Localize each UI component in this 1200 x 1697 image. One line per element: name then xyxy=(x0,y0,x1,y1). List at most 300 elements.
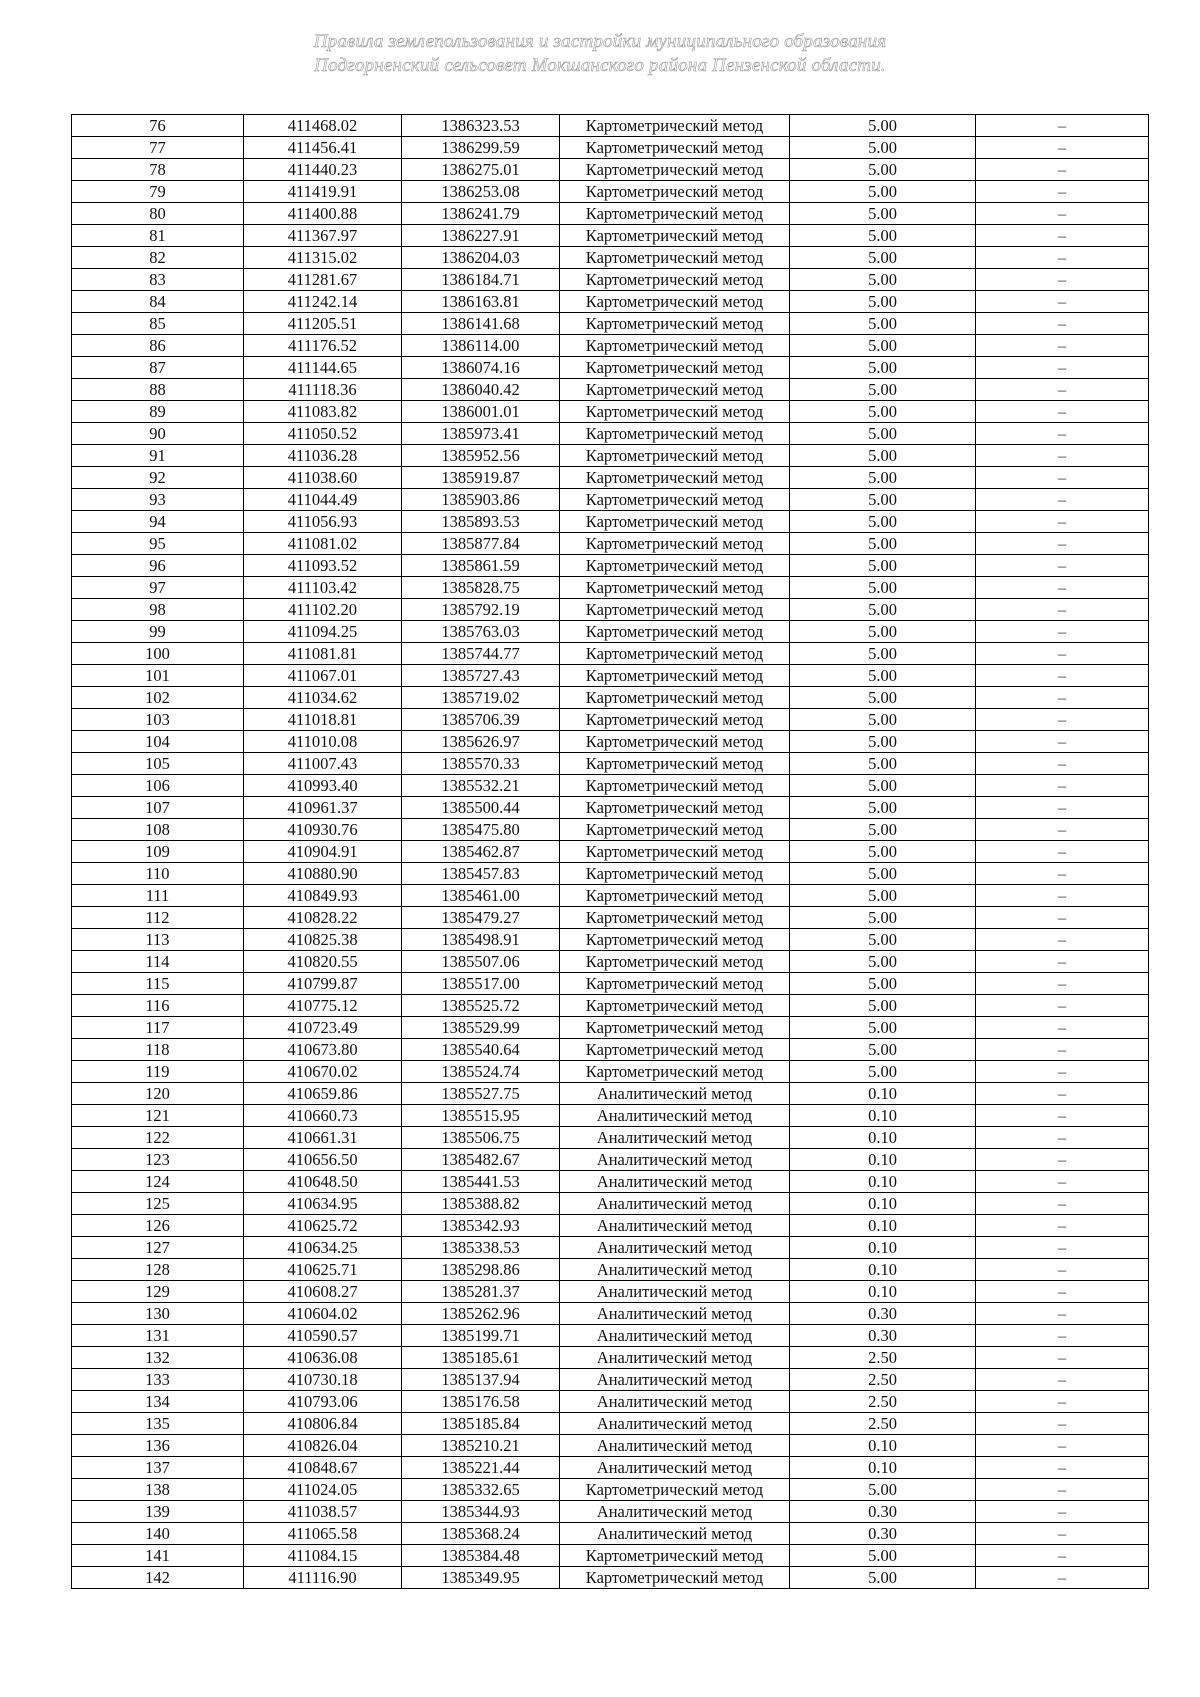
accuracy-cell: 0.10 xyxy=(790,1435,976,1457)
x-coordinate-cell: 411050.52 xyxy=(244,423,402,445)
description-cell: – xyxy=(976,313,1149,335)
x-coordinate-cell: 411456.41 xyxy=(244,137,402,159)
table-row xyxy=(72,973,1149,995)
coordinates-table-body xyxy=(72,115,1149,1589)
point-number-cell: 119 xyxy=(72,1061,244,1083)
description-cell: – xyxy=(976,1303,1149,1325)
x-coordinate-cell: 411440.23 xyxy=(244,159,402,181)
point-number-cell: 106 xyxy=(72,775,244,797)
accuracy-cell: 5.00 xyxy=(790,379,976,401)
accuracy-cell: 2.50 xyxy=(790,1413,976,1435)
description-cell: – xyxy=(976,401,1149,423)
description-cell: – xyxy=(976,599,1149,621)
method-cell: Картометрический метод xyxy=(560,269,790,291)
description-cell: – xyxy=(976,863,1149,885)
x-coordinate-cell: 411084.15 xyxy=(244,1545,402,1567)
description-cell: – xyxy=(976,819,1149,841)
x-coordinate-cell: 411018.81 xyxy=(244,709,402,731)
x-coordinate-cell: 410825.38 xyxy=(244,929,402,951)
accuracy-cell: 5.00 xyxy=(790,1545,976,1567)
description-cell: – xyxy=(976,1237,1149,1259)
accuracy-cell: 5.00 xyxy=(790,753,976,775)
x-coordinate-cell: 411242.14 xyxy=(244,291,402,313)
method-cell: Картометрический метод xyxy=(560,159,790,181)
point-number-cell: 126 xyxy=(72,1215,244,1237)
y-coordinate-cell: 1385344.93 xyxy=(402,1501,560,1523)
point-number-cell: 85 xyxy=(72,313,244,335)
point-number-cell: 109 xyxy=(72,841,244,863)
y-coordinate-cell: 1385500.44 xyxy=(402,797,560,819)
y-coordinate-cell: 1385570.33 xyxy=(402,753,560,775)
table-row xyxy=(72,1237,1149,1259)
accuracy-cell: 5.00 xyxy=(790,555,976,577)
description-cell: – xyxy=(976,907,1149,929)
table-row xyxy=(72,775,1149,797)
y-coordinate-cell: 1385137.94 xyxy=(402,1369,560,1391)
x-coordinate-cell: 410880.90 xyxy=(244,863,402,885)
y-coordinate-cell: 1385626.97 xyxy=(402,731,560,753)
method-cell: Аналитический метод xyxy=(560,1413,790,1435)
method-cell: Картометрический метод xyxy=(560,1567,790,1589)
description-cell: – xyxy=(976,225,1149,247)
method-cell: Картометрический метод xyxy=(560,533,790,555)
y-coordinate-cell: 1385176.58 xyxy=(402,1391,560,1413)
accuracy-cell: 5.00 xyxy=(790,775,976,797)
table-row xyxy=(72,159,1149,181)
x-coordinate-cell: 411367.97 xyxy=(244,225,402,247)
x-coordinate-cell: 410634.25 xyxy=(244,1237,402,1259)
method-cell: Аналитический метод xyxy=(560,1237,790,1259)
method-cell: Аналитический метод xyxy=(560,1127,790,1149)
table-row xyxy=(72,445,1149,467)
method-cell: Картометрический метод xyxy=(560,621,790,643)
x-coordinate-cell: 411118.36 xyxy=(244,379,402,401)
method-cell: Картометрический метод xyxy=(560,775,790,797)
x-coordinate-cell: 410961.37 xyxy=(244,797,402,819)
method-cell: Аналитический метод xyxy=(560,1281,790,1303)
document-header xyxy=(0,30,1200,78)
method-cell: Картометрический метод xyxy=(560,995,790,1017)
description-cell: – xyxy=(976,291,1149,313)
description-cell: – xyxy=(976,885,1149,907)
point-number-cell: 91 xyxy=(72,445,244,467)
description-cell: – xyxy=(976,1171,1149,1193)
point-number-cell: 104 xyxy=(72,731,244,753)
table-row xyxy=(72,863,1149,885)
description-cell: – xyxy=(976,335,1149,357)
method-cell: Картометрический метод xyxy=(560,137,790,159)
accuracy-cell: 5.00 xyxy=(790,115,976,137)
table-row xyxy=(72,753,1149,775)
table-row xyxy=(72,203,1149,225)
table-row xyxy=(72,357,1149,379)
point-number-cell: 84 xyxy=(72,291,244,313)
method-cell: Аналитический метод xyxy=(560,1523,790,1545)
description-cell: – xyxy=(976,445,1149,467)
point-number-cell: 128 xyxy=(72,1259,244,1281)
y-coordinate-cell: 1385338.53 xyxy=(402,1237,560,1259)
method-cell: Картометрический метод xyxy=(560,863,790,885)
method-cell: Картометрический метод xyxy=(560,401,790,423)
method-cell: Картометрический метод xyxy=(560,885,790,907)
accuracy-cell: 0.30 xyxy=(790,1325,976,1347)
table-row xyxy=(72,1281,1149,1303)
table-row xyxy=(72,841,1149,863)
point-number-cell: 97 xyxy=(72,577,244,599)
method-cell: Картометрический метод xyxy=(560,929,790,951)
point-number-cell: 108 xyxy=(72,819,244,841)
accuracy-cell: 5.00 xyxy=(790,181,976,203)
method-cell: Картометрический метод xyxy=(560,555,790,577)
y-coordinate-cell: 1386040.42 xyxy=(402,379,560,401)
description-cell: – xyxy=(976,379,1149,401)
description-cell: – xyxy=(976,775,1149,797)
y-coordinate-cell: 1385210.21 xyxy=(402,1435,560,1457)
method-cell: Картометрический метод xyxy=(560,335,790,357)
point-number-cell: 129 xyxy=(72,1281,244,1303)
y-coordinate-cell: 1385221.44 xyxy=(402,1457,560,1479)
method-cell: Картометрический метод xyxy=(560,1061,790,1083)
accuracy-cell: 5.00 xyxy=(790,1017,976,1039)
description-cell: – xyxy=(976,357,1149,379)
accuracy-cell: 5.00 xyxy=(790,687,976,709)
table-row xyxy=(72,731,1149,753)
y-coordinate-cell: 1385368.24 xyxy=(402,1523,560,1545)
point-number-cell: 127 xyxy=(72,1237,244,1259)
accuracy-cell: 0.10 xyxy=(790,1237,976,1259)
table-row xyxy=(72,687,1149,709)
table-row xyxy=(72,1259,1149,1281)
table-row xyxy=(72,995,1149,1017)
y-coordinate-cell: 1385763.03 xyxy=(402,621,560,643)
x-coordinate-cell: 410775.12 xyxy=(244,995,402,1017)
y-coordinate-cell: 1385441.53 xyxy=(402,1171,560,1193)
point-number-cell: 100 xyxy=(72,643,244,665)
y-coordinate-cell: 1385877.84 xyxy=(402,533,560,555)
point-number-cell: 139 xyxy=(72,1501,244,1523)
x-coordinate-cell: 410826.04 xyxy=(244,1435,402,1457)
y-coordinate-cell: 1385475.80 xyxy=(402,819,560,841)
table-row xyxy=(72,643,1149,665)
method-cell: Аналитический метод xyxy=(560,1325,790,1347)
x-coordinate-cell: 410660.73 xyxy=(244,1105,402,1127)
table-row xyxy=(72,511,1149,533)
x-coordinate-cell: 410828.22 xyxy=(244,907,402,929)
method-cell: Аналитический метод xyxy=(560,1215,790,1237)
y-coordinate-cell: 1385185.61 xyxy=(402,1347,560,1369)
method-cell: Картометрический метод xyxy=(560,511,790,533)
description-cell: – xyxy=(976,511,1149,533)
accuracy-cell: 2.50 xyxy=(790,1369,976,1391)
accuracy-cell: 5.00 xyxy=(790,929,976,951)
y-coordinate-cell: 1385342.93 xyxy=(402,1215,560,1237)
x-coordinate-cell: 411034.62 xyxy=(244,687,402,709)
point-number-cell: 141 xyxy=(72,1545,244,1567)
table-row xyxy=(72,709,1149,731)
point-number-cell: 78 xyxy=(72,159,244,181)
y-coordinate-cell: 1385479.27 xyxy=(402,907,560,929)
accuracy-cell: 5.00 xyxy=(790,489,976,511)
point-number-cell: 107 xyxy=(72,797,244,819)
y-coordinate-cell: 1386074.16 xyxy=(402,357,560,379)
point-number-cell: 125 xyxy=(72,1193,244,1215)
point-number-cell: 140 xyxy=(72,1523,244,1545)
method-cell: Картометрический метод xyxy=(560,467,790,489)
x-coordinate-cell: 411093.52 xyxy=(244,555,402,577)
x-coordinate-cell: 410661.31 xyxy=(244,1127,402,1149)
method-cell: Картометрический метод xyxy=(560,115,790,137)
description-cell: – xyxy=(976,1369,1149,1391)
x-coordinate-cell: 410636.08 xyxy=(244,1347,402,1369)
point-number-cell: 99 xyxy=(72,621,244,643)
description-cell: – xyxy=(976,1523,1149,1545)
table-row xyxy=(72,929,1149,951)
description-cell: – xyxy=(976,555,1149,577)
accuracy-cell: 5.00 xyxy=(790,1567,976,1589)
x-coordinate-cell: 411094.25 xyxy=(244,621,402,643)
y-coordinate-cell: 1385903.86 xyxy=(402,489,560,511)
point-number-cell: 83 xyxy=(72,269,244,291)
x-coordinate-cell: 411103.42 xyxy=(244,577,402,599)
table-row xyxy=(72,951,1149,973)
table-row xyxy=(72,225,1149,247)
x-coordinate-cell: 411205.51 xyxy=(244,313,402,335)
accuracy-cell: 5.00 xyxy=(790,797,976,819)
x-coordinate-cell: 411056.93 xyxy=(244,511,402,533)
description-cell: – xyxy=(976,951,1149,973)
description-cell: – xyxy=(976,687,1149,709)
point-number-cell: 89 xyxy=(72,401,244,423)
x-coordinate-cell: 410848.67 xyxy=(244,1457,402,1479)
table-row xyxy=(72,1545,1149,1567)
point-number-cell: 86 xyxy=(72,335,244,357)
method-cell: Картометрический метод xyxy=(560,379,790,401)
accuracy-cell: 5.00 xyxy=(790,269,976,291)
y-coordinate-cell: 1386163.81 xyxy=(402,291,560,313)
table-row xyxy=(72,577,1149,599)
accuracy-cell: 5.00 xyxy=(790,841,976,863)
point-number-cell: 77 xyxy=(72,137,244,159)
y-coordinate-cell: 1385861.59 xyxy=(402,555,560,577)
x-coordinate-cell: 411419.91 xyxy=(244,181,402,203)
accuracy-cell: 0.10 xyxy=(790,1105,976,1127)
method-cell: Картометрический метод xyxy=(560,753,790,775)
y-coordinate-cell: 1385529.99 xyxy=(402,1017,560,1039)
y-coordinate-cell: 1385482.67 xyxy=(402,1149,560,1171)
table-row xyxy=(72,313,1149,335)
y-coordinate-cell: 1385332.65 xyxy=(402,1479,560,1501)
description-cell: – xyxy=(976,621,1149,643)
y-coordinate-cell: 1385517.00 xyxy=(402,973,560,995)
description-cell: – xyxy=(976,489,1149,511)
x-coordinate-cell: 410590.57 xyxy=(244,1325,402,1347)
x-coordinate-cell: 411144.65 xyxy=(244,357,402,379)
table-row xyxy=(72,599,1149,621)
description-cell: – xyxy=(976,1435,1149,1457)
accuracy-cell: 5.00 xyxy=(790,709,976,731)
header-line-1: Правила землепользования и застройки муниципального образования xyxy=(313,31,887,52)
x-coordinate-cell: 411038.57 xyxy=(244,1501,402,1523)
accuracy-cell: 5.00 xyxy=(790,225,976,247)
point-number-cell: 82 xyxy=(72,247,244,269)
method-cell: Картометрический метод xyxy=(560,1479,790,1501)
description-cell: – xyxy=(976,467,1149,489)
table-row xyxy=(72,1347,1149,1369)
point-number-cell: 90 xyxy=(72,423,244,445)
point-number-cell: 80 xyxy=(72,203,244,225)
accuracy-cell: 5.00 xyxy=(790,357,976,379)
y-coordinate-cell: 1385744.77 xyxy=(402,643,560,665)
y-coordinate-cell: 1385706.39 xyxy=(402,709,560,731)
accuracy-cell: 0.10 xyxy=(790,1127,976,1149)
description-cell: – xyxy=(976,533,1149,555)
y-coordinate-cell: 1386299.59 xyxy=(402,137,560,159)
table-row xyxy=(72,1501,1149,1523)
accuracy-cell: 5.00 xyxy=(790,665,976,687)
x-coordinate-cell: 410993.40 xyxy=(244,775,402,797)
x-coordinate-cell: 411067.01 xyxy=(244,665,402,687)
method-cell: Картометрический метод xyxy=(560,797,790,819)
description-cell: – xyxy=(976,1193,1149,1215)
description-cell: – xyxy=(976,1479,1149,1501)
y-coordinate-cell: 1386241.79 xyxy=(402,203,560,225)
x-coordinate-cell: 410634.95 xyxy=(244,1193,402,1215)
description-cell: – xyxy=(976,995,1149,1017)
y-coordinate-cell: 1385384.48 xyxy=(402,1545,560,1567)
x-coordinate-cell: 410673.80 xyxy=(244,1039,402,1061)
description-cell: – xyxy=(976,841,1149,863)
description-cell: – xyxy=(976,1501,1149,1523)
y-coordinate-cell: 1385507.06 xyxy=(402,951,560,973)
table-row xyxy=(72,1171,1149,1193)
accuracy-cell: 5.00 xyxy=(790,1479,976,1501)
x-coordinate-cell: 411007.43 xyxy=(244,753,402,775)
method-cell: Аналитический метод xyxy=(560,1347,790,1369)
point-number-cell: 131 xyxy=(72,1325,244,1347)
x-coordinate-cell: 411038.60 xyxy=(244,467,402,489)
method-cell: Картометрический метод xyxy=(560,313,790,335)
description-cell: – xyxy=(976,423,1149,445)
y-coordinate-cell: 1385919.87 xyxy=(402,467,560,489)
method-cell: Картометрический метод xyxy=(560,819,790,841)
description-cell: – xyxy=(976,1259,1149,1281)
x-coordinate-cell: 410730.18 xyxy=(244,1369,402,1391)
description-cell: – xyxy=(976,247,1149,269)
description-cell: – xyxy=(976,1105,1149,1127)
method-cell: Картометрический метод xyxy=(560,599,790,621)
x-coordinate-cell: 410904.91 xyxy=(244,841,402,863)
y-coordinate-cell: 1386227.91 xyxy=(402,225,560,247)
accuracy-cell: 0.10 xyxy=(790,1193,976,1215)
method-cell: Картометрический метод xyxy=(560,907,790,929)
accuracy-cell: 2.50 xyxy=(790,1391,976,1413)
description-cell: – xyxy=(976,753,1149,775)
method-cell: Аналитический метод xyxy=(560,1259,790,1281)
point-number-cell: 121 xyxy=(72,1105,244,1127)
y-coordinate-cell: 1385388.82 xyxy=(402,1193,560,1215)
y-coordinate-cell: 1385524.74 xyxy=(402,1061,560,1083)
y-coordinate-cell: 1385828.75 xyxy=(402,577,560,599)
x-coordinate-cell: 411116.90 xyxy=(244,1567,402,1589)
point-number-cell: 112 xyxy=(72,907,244,929)
accuracy-cell: 5.00 xyxy=(790,533,976,555)
point-number-cell: 101 xyxy=(72,665,244,687)
table-row xyxy=(72,467,1149,489)
y-coordinate-cell: 1385506.75 xyxy=(402,1127,560,1149)
x-coordinate-cell: 410659.86 xyxy=(244,1083,402,1105)
point-number-cell: 102 xyxy=(72,687,244,709)
table-row xyxy=(72,269,1149,291)
point-number-cell: 133 xyxy=(72,1369,244,1391)
accuracy-cell: 5.00 xyxy=(790,313,976,335)
method-cell: Картометрический метод xyxy=(560,445,790,467)
point-number-cell: 137 xyxy=(72,1457,244,1479)
point-number-cell: 113 xyxy=(72,929,244,951)
point-number-cell: 94 xyxy=(72,511,244,533)
y-coordinate-cell: 1386114.00 xyxy=(402,335,560,357)
description-cell: – xyxy=(976,181,1149,203)
accuracy-cell: 5.00 xyxy=(790,137,976,159)
point-number-cell: 114 xyxy=(72,951,244,973)
accuracy-cell: 5.00 xyxy=(790,335,976,357)
x-coordinate-cell: 410604.02 xyxy=(244,1303,402,1325)
description-cell: – xyxy=(976,1567,1149,1589)
point-number-cell: 116 xyxy=(72,995,244,1017)
accuracy-cell: 5.00 xyxy=(790,445,976,467)
y-coordinate-cell: 1386204.03 xyxy=(402,247,560,269)
description-cell: – xyxy=(976,643,1149,665)
x-coordinate-cell: 410793.06 xyxy=(244,1391,402,1413)
description-cell: – xyxy=(976,929,1149,951)
method-cell: Аналитический метод xyxy=(560,1171,790,1193)
y-coordinate-cell: 1386141.68 xyxy=(402,313,560,335)
table-row xyxy=(72,1325,1149,1347)
table-row xyxy=(72,1149,1149,1171)
point-number-cell: 96 xyxy=(72,555,244,577)
description-cell: – xyxy=(976,1215,1149,1237)
table-row xyxy=(72,907,1149,929)
method-cell: Картометрический метод xyxy=(560,1545,790,1567)
table-row xyxy=(72,181,1149,203)
point-number-cell: 132 xyxy=(72,1347,244,1369)
y-coordinate-cell: 1386275.01 xyxy=(402,159,560,181)
table-row xyxy=(72,1413,1149,1435)
description-cell: – xyxy=(976,1127,1149,1149)
y-coordinate-cell: 1385498.91 xyxy=(402,929,560,951)
accuracy-cell: 5.00 xyxy=(790,1039,976,1061)
description-cell: – xyxy=(976,159,1149,181)
accuracy-cell: 5.00 xyxy=(790,247,976,269)
table-row xyxy=(72,1105,1149,1127)
method-cell: Картометрический метод xyxy=(560,665,790,687)
y-coordinate-cell: 1385281.37 xyxy=(402,1281,560,1303)
description-cell: – xyxy=(976,1281,1149,1303)
y-coordinate-cell: 1386184.71 xyxy=(402,269,560,291)
accuracy-cell: 5.00 xyxy=(790,819,976,841)
method-cell: Картометрический метод xyxy=(560,687,790,709)
table-row xyxy=(72,1567,1149,1589)
x-coordinate-cell: 410820.55 xyxy=(244,951,402,973)
x-coordinate-cell: 410656.50 xyxy=(244,1149,402,1171)
table-row xyxy=(72,533,1149,555)
accuracy-cell: 0.30 xyxy=(790,1303,976,1325)
table-row xyxy=(72,1083,1149,1105)
y-coordinate-cell: 1385719.02 xyxy=(402,687,560,709)
table-row xyxy=(72,1523,1149,1545)
accuracy-cell: 0.10 xyxy=(790,1259,976,1281)
method-cell: Аналитический метод xyxy=(560,1501,790,1523)
x-coordinate-cell: 411081.81 xyxy=(244,643,402,665)
